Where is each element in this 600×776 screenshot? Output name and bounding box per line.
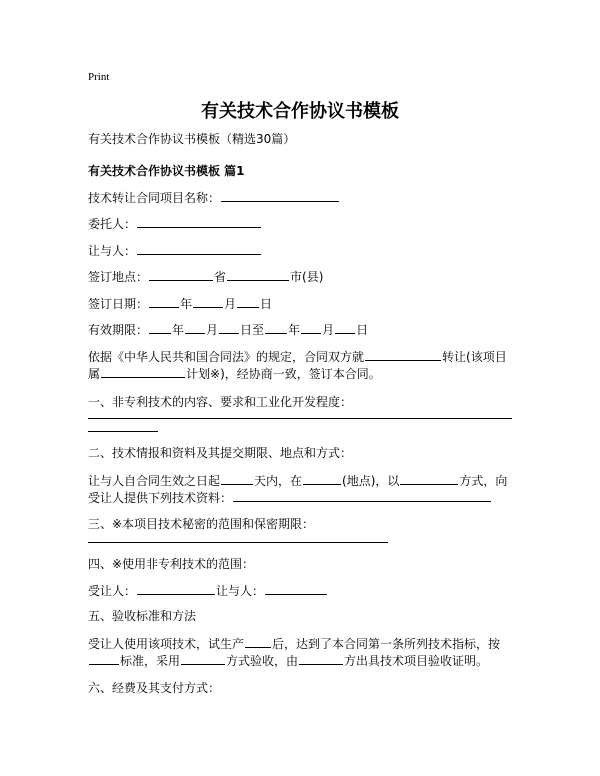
law-para-line1 [88, 348, 507, 365]
materials-blank [233, 489, 491, 502]
days-blank [221, 472, 253, 485]
accept-text-a: 受让人使用该项技术，试生产 [88, 637, 245, 651]
province-blank [149, 268, 213, 281]
start-day-blank [219, 321, 239, 334]
transferor-blank [137, 242, 261, 255]
validity-line [88, 321, 368, 338]
item-3-rule [88, 542, 388, 543]
item-3: 三、※本项目技术秘密的范围和保密期限： [88, 517, 315, 531]
end-day-label: 日 [356, 323, 369, 337]
year-blank [149, 295, 179, 308]
transferor-line [88, 242, 262, 259]
item-1-rule-1 [88, 418, 512, 419]
end-day-blank [335, 321, 355, 334]
item-4: 四、※使用非专利技术的范围： [88, 557, 255, 571]
transfer-para-line1 [88, 472, 507, 489]
law-text-a: 依据《中华人民共和国合同法》的规定，合同双方就 [88, 350, 365, 364]
client-line [88, 215, 262, 232]
method-blank [400, 472, 458, 485]
month-blank [193, 295, 223, 308]
section-heading: 有关技术合作协议书模板 篇1 [88, 164, 245, 178]
receiver-blank [137, 582, 215, 595]
project-name-line [88, 189, 340, 206]
date-line [88, 295, 272, 312]
start-year-blank [149, 321, 171, 334]
project-name-blank [221, 189, 339, 202]
item-1-rule-2 [88, 431, 158, 432]
project-name-label: 技术转让合同项目名称： [88, 191, 221, 205]
check-method-blank [181, 652, 225, 665]
client-label: 委托人： [88, 217, 137, 231]
transfer-text-e: 受让人提供下列技术资料： [88, 491, 233, 505]
trial-blank [245, 635, 271, 648]
to-label: 日至 [240, 323, 265, 337]
item-5: 五、验收标准和方法 [88, 609, 197, 623]
transferor-label: 让与人： [88, 244, 137, 258]
transfer-text-c: (地点)，以 [342, 474, 400, 488]
receiver-line [88, 582, 328, 599]
start-month-label: 月 [206, 323, 219, 337]
item-6: 六、经费及其支付方式： [88, 681, 221, 695]
day-blank [237, 295, 259, 308]
province-label: 省 [214, 270, 227, 284]
city-blank [227, 268, 289, 281]
party-blank [299, 652, 343, 665]
transfer-para-line2 [88, 489, 492, 506]
start-month-blank [185, 321, 205, 334]
end-year-label: 年 [288, 323, 301, 337]
law-para-line2 [88, 365, 381, 382]
law-text-d: 计划※)，经协商一致，签订本合同。 [186, 367, 381, 381]
document-title: 有关技术合作协议书模板 [201, 101, 399, 122]
receiver-label: 受让人： [88, 584, 137, 598]
subtitle: 有关技术合作协议书模板（精选30篇） [88, 132, 296, 146]
location-blank [303, 472, 341, 485]
place-line [88, 268, 323, 285]
day-label: 日 [260, 297, 273, 311]
item-1: 一、非专利技术的内容、要求和工业化开发程度： [88, 395, 353, 409]
subject-blank [365, 348, 441, 361]
transfer-text-a: 让与人自合同生效之日起 [88, 474, 221, 488]
standard-blank [89, 652, 119, 665]
month-label: 月 [224, 297, 237, 311]
client-blank [137, 215, 261, 228]
place-label: 签订地点： [88, 270, 149, 284]
print-label[interactable]: Print [88, 71, 110, 83]
end-month-label: 月 [322, 323, 335, 337]
end-month-blank [301, 321, 321, 334]
accept-text-e: 方出具技术项目验收证明。 [344, 654, 489, 668]
date-label: 签订日期： [88, 297, 149, 311]
accept-text-b: 后，达到了本合同第一条所列技术指标，按 [272, 637, 501, 651]
assignor-label: 让与人： [216, 584, 265, 598]
law-text-c: 属 [88, 367, 101, 381]
city-label: 市(县) [290, 270, 324, 284]
transfer-text-b: 天内，在 [254, 474, 303, 488]
accept-para-line1 [88, 635, 500, 652]
transfer-text-d: 方式，向 [459, 474, 508, 488]
plan-blank [101, 365, 185, 378]
law-text-b: 转让(该项目 [442, 350, 507, 364]
year-label: 年 [180, 297, 193, 311]
accept-text-d: 方式验收，由 [226, 654, 299, 668]
validity-label: 有效期限： [88, 323, 149, 337]
end-year-blank [265, 321, 287, 334]
accept-para-line2 [88, 652, 488, 669]
assignor-blank [265, 582, 327, 595]
start-year-label: 年 [172, 323, 185, 337]
accept-text-c: 标准，采用 [120, 654, 181, 668]
item-2: 二、技术情报和资料及其提交期限、地点和方式： [88, 446, 353, 460]
